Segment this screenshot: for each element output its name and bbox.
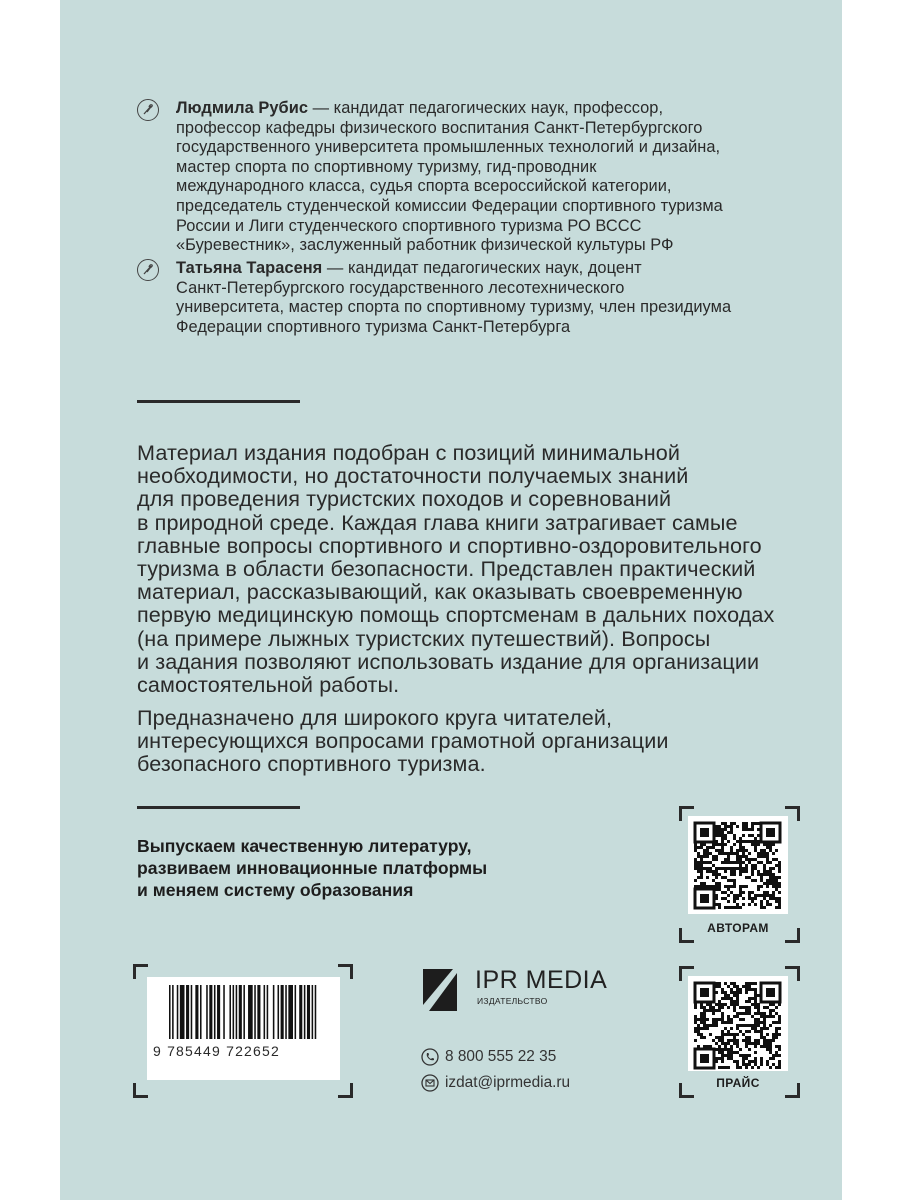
frame-corner: [133, 1083, 148, 1098]
description-line: для проведения туристских походов и соревнований: [137, 486, 672, 512]
isbn-number: 9 785449 722652: [153, 1043, 280, 1059]
description-line: (на примере лыжных туристских путешествий). Вопросы: [137, 625, 711, 651]
audience-line: Предназначено для широкого круга читателей,: [137, 705, 613, 730]
description-line: главные вопросы спортивного и спортивно-оздоровительного: [137, 532, 762, 558]
barcode-bars: [147, 977, 340, 1045]
description-line: и задания позволяют использовать издание для организации: [137, 648, 760, 674]
author-name: Татьяна Тарасеня: [176, 259, 323, 277]
author-bio-line: университета, мастер спорта по спортивному туризму, член президиума: [176, 298, 732, 317]
section-divider: [137, 400, 300, 403]
slogan-line: и меняем систему образования: [137, 880, 414, 900]
publisher-phone[interactable]: 8 800 555 22 35: [445, 1048, 557, 1065]
author-bio-tarasenya: [176, 259, 806, 337]
phone-icon: [421, 1048, 439, 1066]
author-bio-line: «Буревестник», заслуженный работник физической культуры РФ: [176, 236, 674, 255]
description-line: Материал издания подобран с позиций минимальной: [137, 440, 681, 465]
author-bio-rubis: [176, 99, 806, 256]
author-bio-line: мастер спорта по спортивному туризму, гид-проводник: [176, 157, 597, 176]
author-bio-text: — кандидат педагогических наук, профессор,: [307, 99, 664, 117]
description-line: туризма в области безопасности. Представлен практический: [137, 556, 756, 582]
publisher-subtitle: ИЗДАТЕЛЬСТВО: [477, 996, 548, 1006]
author-name: Людмила Рубис: [176, 99, 308, 117]
qr-code-pattern: [688, 976, 788, 1071]
description-line: материал, рассказывающий, как оказывать своевременную: [137, 579, 743, 605]
qr-code-price[interactable]: [688, 976, 788, 1071]
frame-corner: [338, 1083, 353, 1098]
description-line: первую медицинскую помощь спортсменам в дальних походах: [137, 602, 775, 628]
author-bio-line: России и Лиги студенческого спортивного туризма РО ВССС: [176, 216, 642, 235]
description-line: в природной среде. Каждая глава книги затрагивает самые: [137, 509, 738, 535]
qr-code-pattern: [688, 816, 788, 914]
pen-nib-icon: [137, 259, 159, 281]
section-divider: [137, 806, 300, 809]
audience-note: [137, 706, 817, 776]
ipr-media-logo-icon: [421, 967, 465, 1013]
publisher-name: IPR MEDIA: [475, 966, 608, 994]
qr-label-price: ПРАЙС: [716, 1076, 760, 1090]
frame-corner: [338, 964, 353, 979]
frame-corner: [133, 964, 148, 979]
author-bio-line: государственного университета промышленных технологий и дизайна,: [176, 138, 721, 157]
author-bio-line: профессор кафедры физического воспитания Санкт-Петербургского: [176, 118, 703, 137]
audience-line: безопасного спортивного туризма.: [137, 751, 486, 777]
author-bio-line: [176, 259, 806, 279]
author-bio-line: Федерации спортивного туризма Санкт-Петербурга: [176, 317, 571, 336]
publisher-email[interactable]: izdat@iprmedia.ru: [445, 1074, 571, 1091]
author-bio-line: председатель студенческой комиссии Федерации спортивного туризма: [176, 196, 723, 215]
isbn-barcode: [147, 977, 340, 1080]
qr-code-authors[interactable]: [688, 816, 788, 914]
author-bio-line: [176, 99, 806, 119]
slogan-line: Выпускаем качественную литературу,: [137, 836, 472, 856]
slogan-line: развиваем инновационные платформы: [137, 858, 488, 878]
description-line: необходимости, но достаточности получаемых знаний: [137, 463, 689, 489]
author-bio-line: Санкт-Петербургского государственного лесотехнического: [176, 278, 625, 297]
description-line: самостоятельной работы.: [137, 672, 400, 698]
qr-label-authors: АВТОРАМ: [707, 921, 769, 935]
book-description: [137, 441, 817, 696]
publisher-slogan: [137, 835, 557, 901]
audience-line: интересующихся вопросами грамотной организации: [137, 728, 669, 754]
email-icon: [421, 1074, 439, 1092]
author-bio-line: международного класса, судья спорта всероссийской категории,: [176, 177, 672, 196]
pen-nib-icon: [137, 99, 159, 121]
author-bio-text: — кандидат педагогических наук, доцент: [322, 259, 642, 277]
